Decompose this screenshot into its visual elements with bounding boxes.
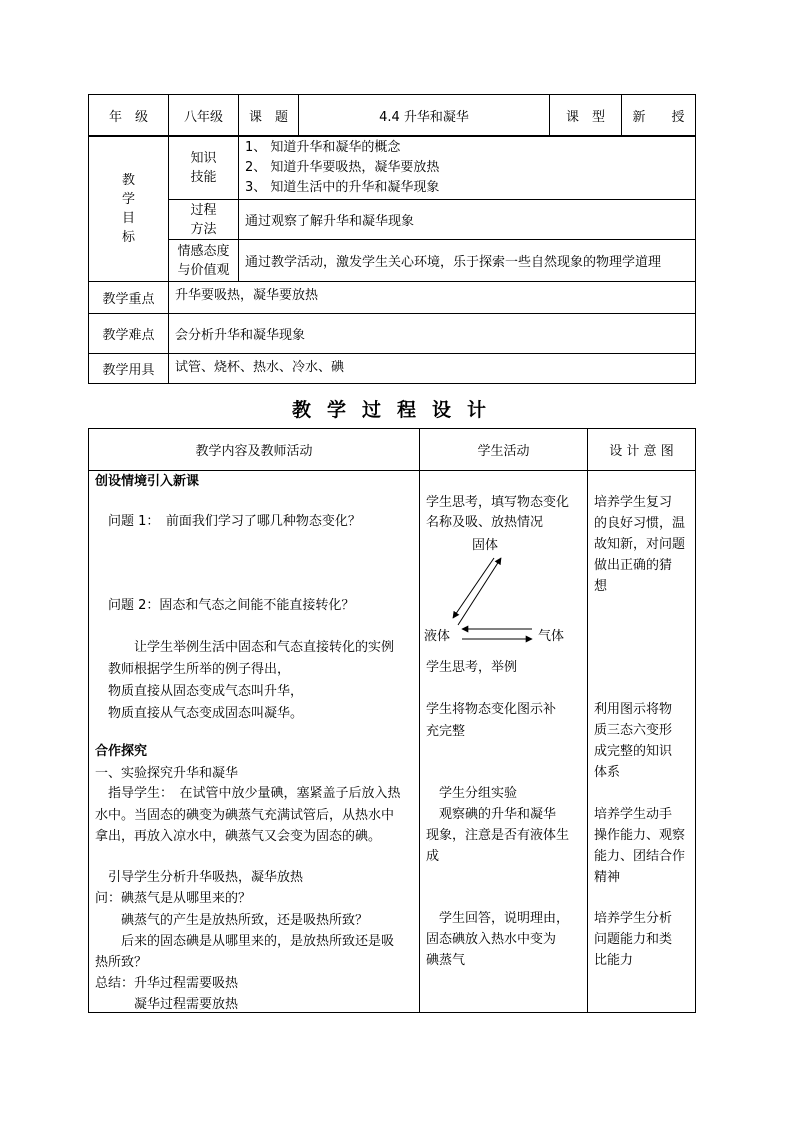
grade-value: 八年级 [169, 95, 239, 137]
tools-value: 试管、烧杯、热水、冷水、碘 [169, 354, 696, 384]
text-line: 引导学生分析升华吸热，凝华放热 [95, 870, 304, 885]
key-label: 教学重点 [89, 282, 169, 314]
text-line: 教师根据学生所举的例子得出， [95, 662, 291, 677]
text-line: 的良好习惯，温 [594, 516, 686, 531]
text-line: 学生回答，说明理由， [426, 911, 570, 926]
text-line: 能力、团结合作 [594, 849, 686, 864]
knowledge-item: 1、 知道升华和凝华的概念 [245, 139, 401, 155]
type-label: 课 型 [550, 95, 622, 137]
lesson-info-table [88, 94, 696, 137]
text-line: 问题 2：固态和气态之间能不能直接转化？ [95, 598, 355, 613]
text-line: 指导学生： 在试管中放少量碘，塞紧盖子后放入热 [95, 786, 401, 801]
knowledge-item: 2、 知道升华要吸热，凝华要放热 [245, 159, 440, 175]
text-line: 培养学生复习 [594, 495, 673, 510]
emotion-value: 通过教学活动，激发学生关心环境，乐于探索一些自然现象的物理学道理 [239, 240, 696, 282]
design-intent-cell [588, 471, 696, 1013]
text-line: 水中。当固态的碘变为碘蒸气充满试管后，从热水中 [95, 808, 395, 823]
text-line: 后来的固态碘是从哪里来的，是放热所致还是吸 [95, 934, 395, 949]
text-line: 固态碘放入热水中变为 [426, 932, 557, 947]
process-value: 通过观察了解升华和凝华现象 [239, 200, 696, 240]
objectives-table [88, 135, 696, 384]
topic-label: 课 题 [239, 95, 299, 137]
process-label: 过程 方法 [169, 200, 239, 240]
text-line: 碘蒸气的产生是放热所致，还是吸热所致？ [95, 913, 369, 928]
text-line: 一、实验探究升华和凝华 [95, 766, 239, 781]
process-table [88, 428, 696, 1013]
text-line: 凝华过程需要放热 [95, 997, 239, 1012]
text-line: 物质直接从气态变成固态叫凝华。 [95, 706, 304, 721]
text-line: 现象，注意是否有液体生 [426, 828, 570, 843]
text-line: 质三态六变形 [594, 723, 673, 738]
state-change-diagram [420, 533, 588, 653]
text-line: 学生思考，填写物态变化 [426, 495, 570, 510]
grade-label: 年 级 [89, 95, 169, 137]
text-line: 碘蒸气 [426, 953, 466, 968]
col-header-student: 学生活动 [420, 429, 588, 471]
text-line: 问题 1： 前面我们学习了哪几种物态变化？ [95, 514, 361, 529]
text-line: 故知新，对问题 [594, 537, 686, 552]
text-line: 做出正确的猜 [594, 558, 673, 573]
student-activity-cell [420, 471, 588, 1013]
text-line: 成 [426, 849, 440, 864]
text-line: 合作探究 [95, 744, 148, 759]
knowledge-item: 3、 知道生活中的升华和凝华现象 [245, 179, 440, 195]
text-line: 学生分组实验 [426, 786, 518, 801]
text-line: 让学生举例生活中固态和气态直接转化的实例 [95, 640, 395, 655]
text-line: 比能力 [594, 953, 634, 968]
type-value: 新 授 [622, 95, 696, 137]
text-line: 热所致？ [95, 955, 148, 970]
liquid-label: 液体 [424, 629, 451, 644]
emotion-label: 情感态度 与价值观 [169, 240, 239, 282]
text-line: 总结：升华过程需要吸热 [95, 976, 239, 991]
solid-to-liquid-arrow [453, 558, 494, 618]
text-line: 拿出，再放入凉水中，碘蒸气又会变为固态的碘。 [95, 829, 382, 844]
process-design-title: 教学过程设计 [291, 399, 502, 421]
difficulty-value: 会分析升华和凝华现象 [169, 314, 696, 354]
difficulty-label: 教学难点 [89, 314, 169, 354]
text-line: 培养学生动手 [594, 807, 673, 822]
text-line: 创设情境引入新课 [95, 474, 200, 489]
text-line: 想 [594, 579, 608, 594]
text-line: 问题能力和类 [594, 932, 673, 947]
text-line: 学生将物态变化图示补 [426, 702, 557, 717]
text-line: 培养学生分析 [594, 911, 673, 926]
topic-value: 4.4 升华和凝华 [299, 95, 550, 137]
text-line: 精神 [594, 870, 621, 885]
key-value: 升华要吸热，凝华要放热 [169, 282, 696, 314]
text-line: 学生思考，举例 [426, 660, 518, 675]
text-line: 名称及吸、放热情况 [426, 515, 544, 530]
gas-label: 气体 [538, 629, 565, 644]
text-line: 操作能力、观察 [594, 828, 686, 843]
tools-label: 教学用具 [89, 354, 169, 384]
col-header-intent: 设 计 意 图 [588, 429, 696, 471]
text-line: 成完整的知识 [594, 744, 673, 759]
text-line: 问：碘蒸气是从哪里来的？ [95, 891, 252, 906]
solid-label: 固体 [472, 538, 499, 553]
text-line: 观察碘的升华和凝华 [426, 807, 557, 822]
teacher-activity-cell [89, 471, 420, 1013]
liquid-to-solid-arrow [458, 558, 501, 625]
col-header-content: 教学内容及教师活动 [89, 429, 420, 471]
text-line: 物质直接从固态变成气态叫升华， [95, 684, 304, 699]
text-line: 体系 [594, 765, 621, 780]
knowledge-items [239, 136, 696, 200]
text-line: 利用图示将物 [594, 702, 673, 717]
objectives-label: 教 学 目 标 [89, 136, 169, 282]
knowledge-label: 知识 技能 [169, 136, 239, 200]
text-line: 充完整 [426, 724, 466, 739]
